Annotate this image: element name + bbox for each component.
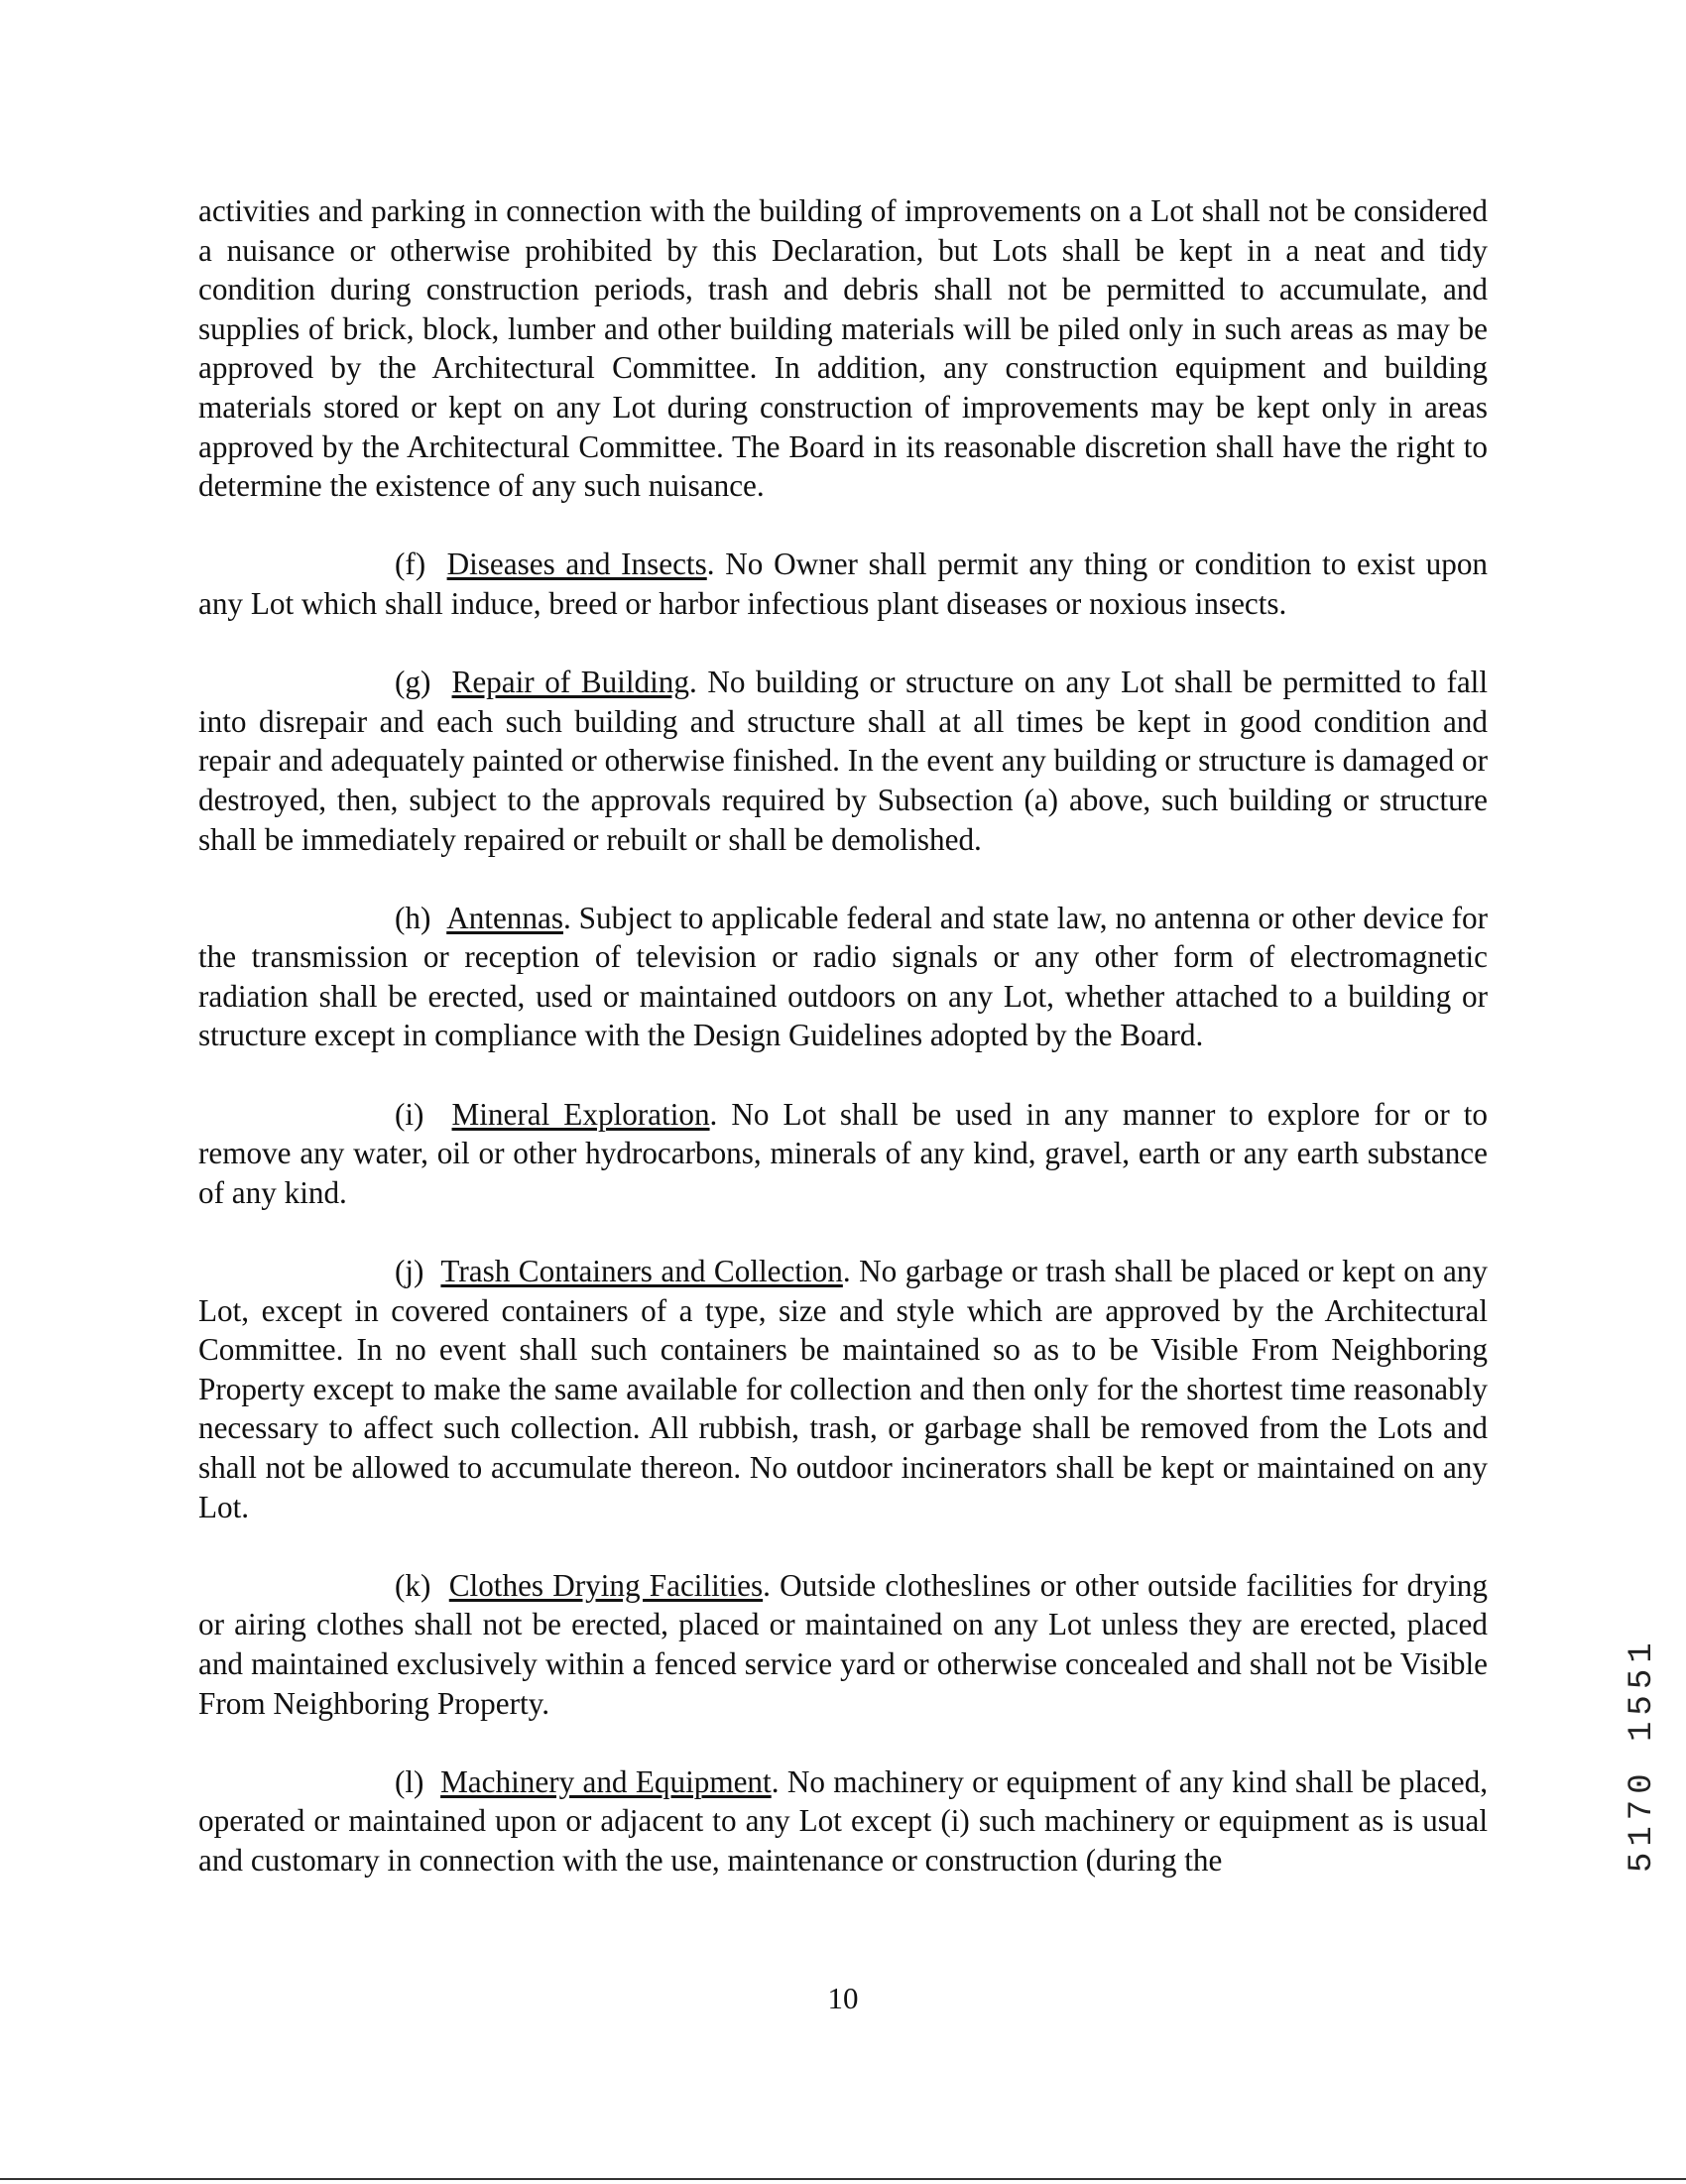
scan-edge-line (0, 2178, 1686, 2180)
recording-stamp-text: 5170 1551 (1624, 1637, 1661, 1873)
section-label: (l) (395, 1763, 424, 1799)
paragraph-text: . No Owner shall permit any thing or condition to exist upon any Lot which shall induce, breed or harbor infectious plant diseases or noxious insects. (198, 546, 1489, 621)
paragraph-text: . No machinery or equipment of any kind shall be placed, operated or maintained upon or adjacent to any Lot except (i) such machinery or equipment as is usual and customary in connection with the use, maintenance or construction (during the (198, 1763, 1489, 1878)
section-label: (g) (395, 665, 431, 700)
section-label: (h) (395, 900, 431, 935)
section-heading: Mineral Exploration (451, 1096, 710, 1132)
section-label: (j) (395, 1254, 424, 1289)
paragraph-h (198, 899, 1488, 1055)
section-heading: Machinery and Equipment (440, 1763, 772, 1799)
paragraph-g (198, 663, 1488, 859)
paragraph-f (198, 545, 1488, 623)
section-heading: Trash Containers and Collection (440, 1254, 843, 1289)
paragraph-text: . No garbage or trash shall be placed or kept on any Lot, except in covered containers of a type, size and style which are approved by the Architectural Committee. In no event shall such containers be maintained so as to be Visible From Neighboring Property except to make the same available for collection and then only for the shortest time reasonably necessary to affect such collection. All rubbish, trash, or garbage shall be removed from the Lots and shall not be allowed to accumulate thereon. No outdoor incinerators shall be kept or maintained on any Lot. (198, 1254, 1488, 1524)
section-heading: Repair of Building (451, 665, 689, 700)
section-heading: Clothes Drying Facilities (448, 1567, 764, 1603)
paragraph-j (198, 1252, 1488, 1526)
page-number: 10 (827, 1981, 859, 2015)
paragraph-text: . No building or structure on any Lot shall be permitted to fall into disrepair and each such building and structure shall at all times be kept in good condition and repair and adequately painted or otherwise finished. In the event any building or structure is damaged or destroyed, then, subject to the approvals required by Subsection (a) above, such building or structure shall be immediately repaired or rebuilt or shall be demolished. (198, 665, 1488, 857)
section-heading: Antennas (446, 900, 563, 935)
section-label: (f) (395, 546, 426, 582)
paragraph-text: . Outside clotheslines or other outside facilities for drying or airing clothes shall not be erected, placed or maintained on any Lot unless they are erected, placed and maintained exclusively within a fenced service yard or otherwise concealed and shall not be Visible From Neighboring Property. (198, 1567, 1488, 1721)
document-body (198, 191, 1488, 1919)
section-heading: Diseases and Insects (446, 546, 707, 582)
paragraph-text: activities and parking in connection with the building of improvements on a Lot shall not be considered a nuisance or otherwise prohibited by this Declaration, but Lots shall be kept in a neat and tidy condition during construction periods, trash and debris shall not be permitted to accumulate, and supplies of brick, block, lumber and other building materials will be piled only in such areas as may be approved by the Architectural Committee. In addition, any construction equipment and building materials stored or kept on any Lot during construction of improvements may be kept only in areas approved by the Architectural Committee. The Board in its reasonable discretion shall have the right to determine the existence of any such nuisance. (198, 193, 1488, 504)
paragraph-k (198, 1566, 1488, 1723)
paragraph-i (198, 1095, 1488, 1213)
paragraph-l (198, 1762, 1488, 1881)
paragraph-e-continued (198, 191, 1488, 506)
section-label: (i) (395, 1096, 424, 1132)
paragraph-text: . Subject to applicable federal and state law, no antenna or other device for the transmission or reception of television or radio signals or any other form of electromagnetic radiation shall be erected, used or maintained outdoors on any Lot, whether attached to a building or structure except in compliance with the Design Guidelines adopted by the Board. (198, 900, 1488, 1053)
paragraph-text: . No Lot shall be used in any manner to explore for or to remove any water, oil or other hydrocarbons, minerals of any kind, gravel, earth or any earth substance of any kind. (198, 1096, 1489, 1210)
recording-stamp (1624, 1595, 1663, 1873)
section-label: (k) (395, 1567, 431, 1603)
